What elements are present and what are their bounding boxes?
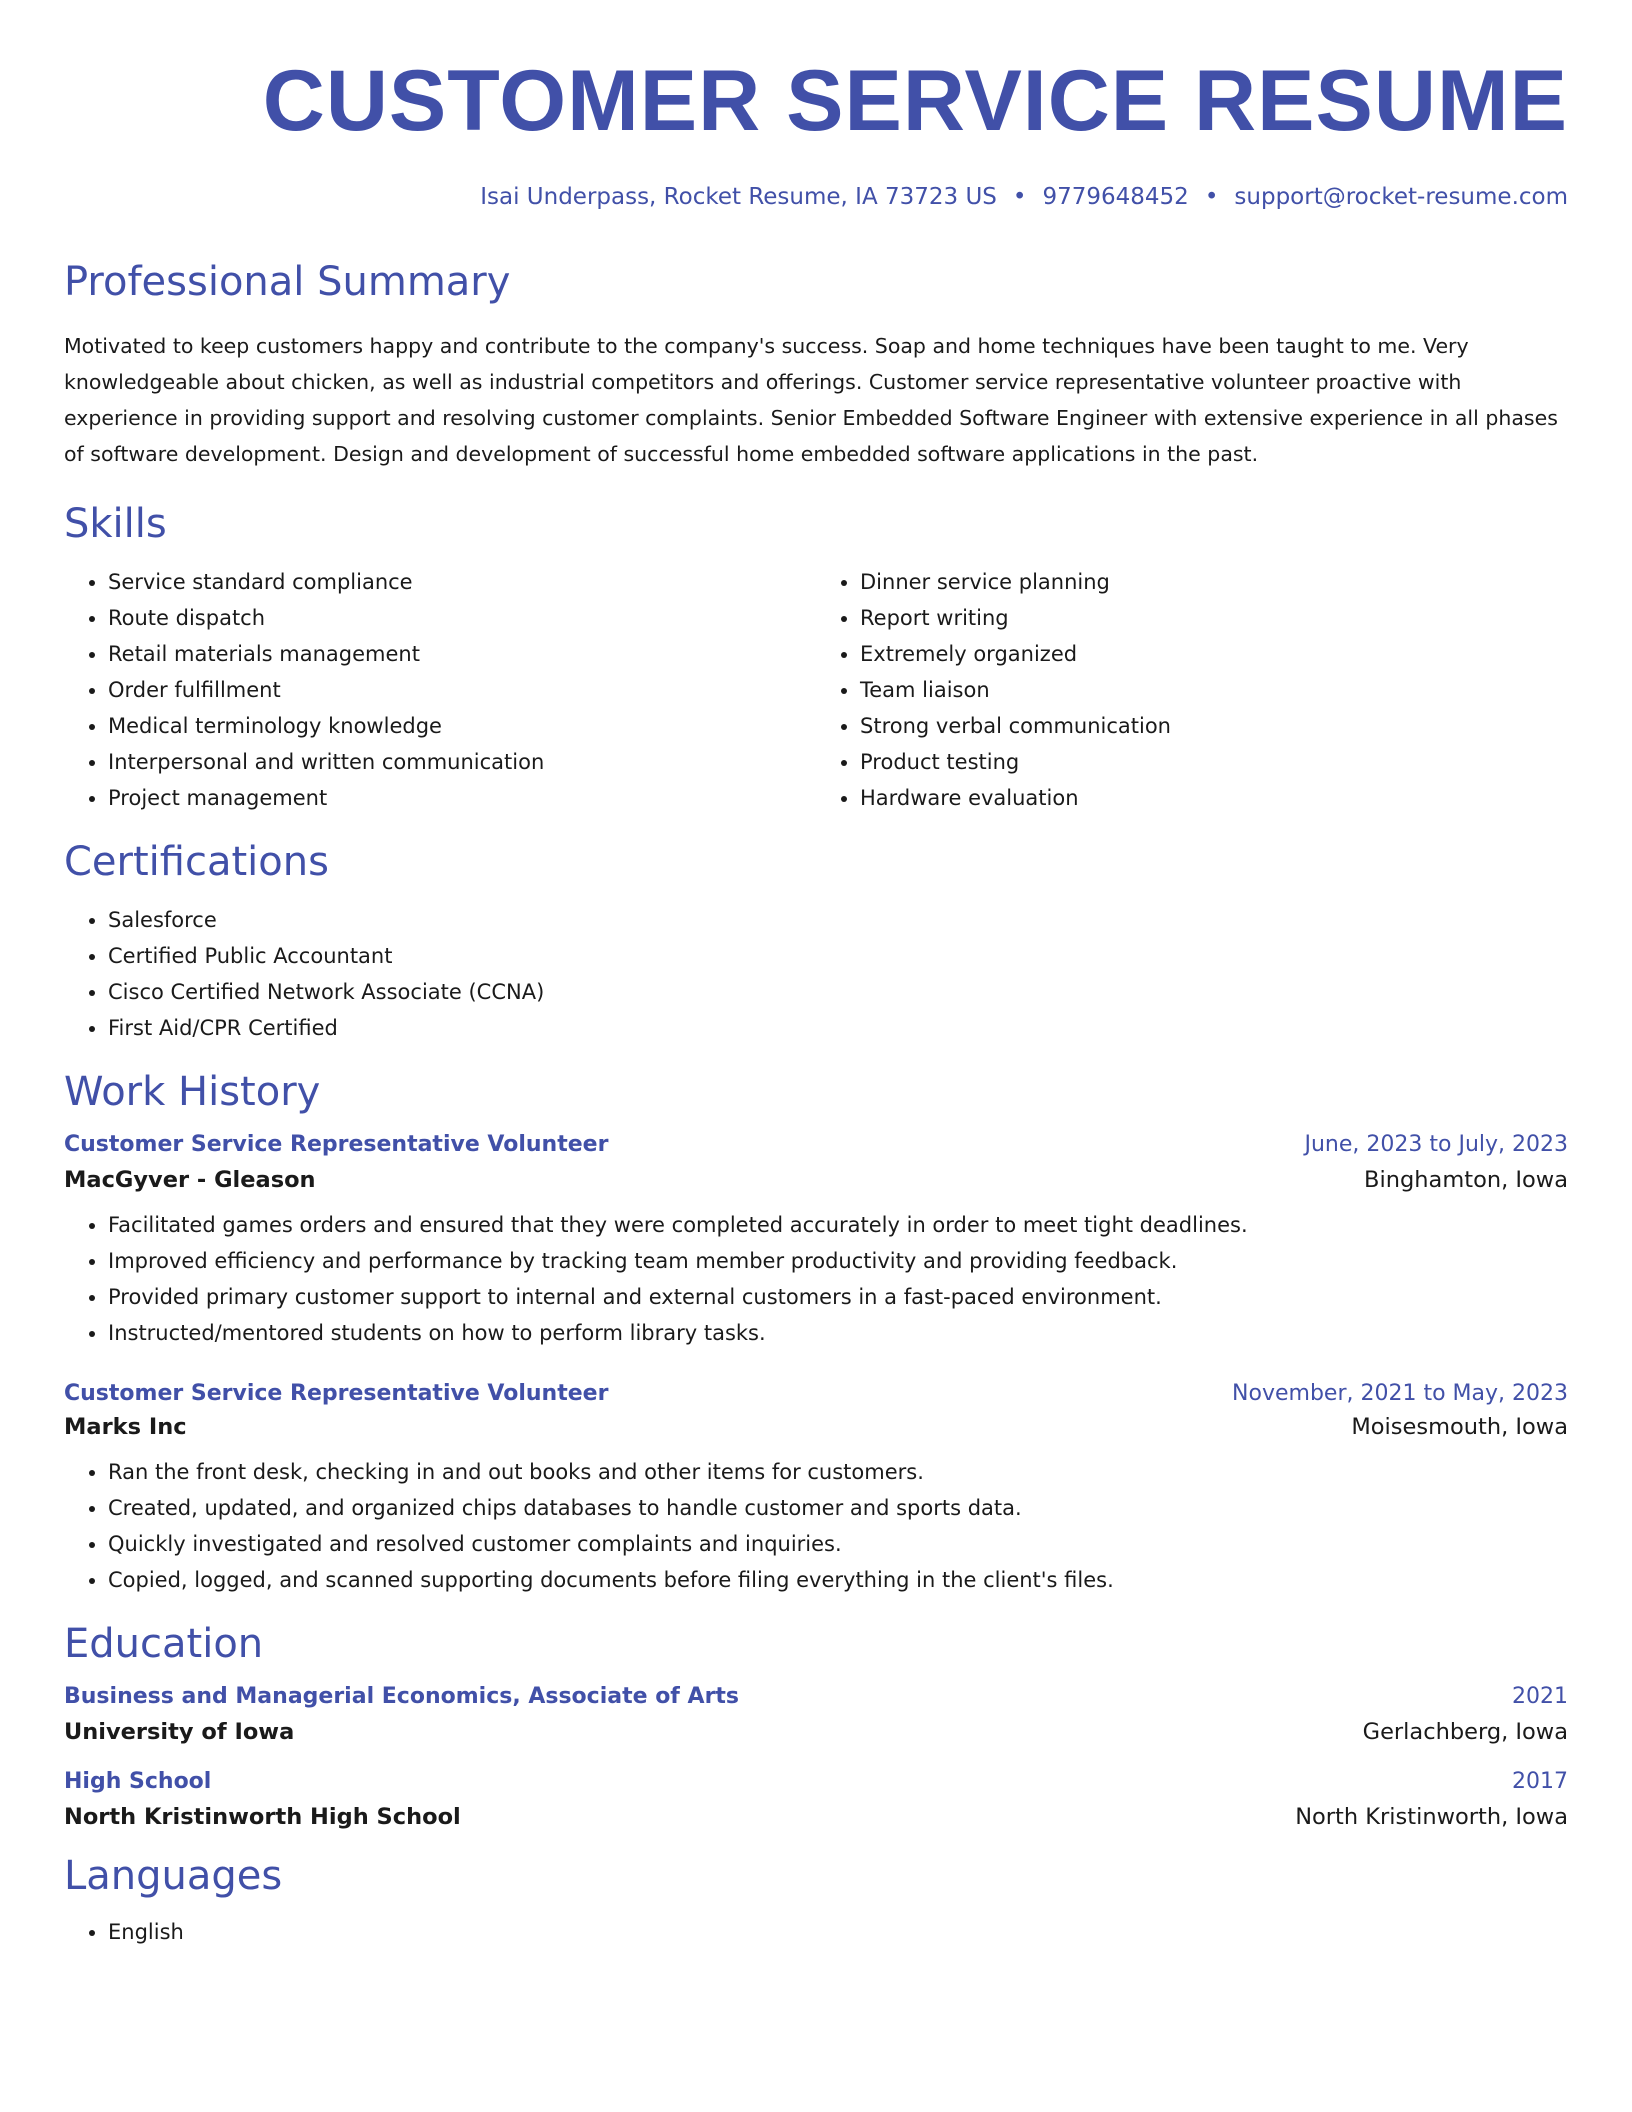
education-header xyxy=(64,1684,1568,1709)
education-subheader xyxy=(64,1719,1568,1745)
job-header xyxy=(64,1381,1568,1406)
certification-item: • Salesforce xyxy=(108,902,1568,938)
email-link[interactable]: support@rocket-resume.com xyxy=(1234,184,1568,210)
graduation-year: 2017 xyxy=(1512,1769,1568,1794)
job-title: Customer Service Representative Volunteer xyxy=(64,1132,609,1157)
education-header xyxy=(64,1769,1568,1794)
job-dates: November, 2021 to May, 2023 xyxy=(1232,1381,1568,1406)
skill-item: • Order fulfillment xyxy=(108,672,816,708)
job-bullet: • Provided primary customer support to internal and external customers in a fast-paced environment. xyxy=(108,1279,1568,1315)
separator: • xyxy=(1204,184,1219,210)
certification-item: • First Aid/CPR Certified xyxy=(108,1010,1568,1046)
job-location: Binghamton, Iowa xyxy=(1364,1167,1568,1193)
job-location: Moisesmouth, Iowa xyxy=(1351,1414,1568,1440)
job-dates: June, 2023 to July, 2023 xyxy=(1304,1132,1568,1157)
skills-column-left xyxy=(64,564,816,816)
job-bullet: • Facilitated games orders and ensured that they were completed accurately in order to meet tight deadlines. xyxy=(108,1207,1568,1243)
contact-line xyxy=(64,184,1568,210)
certifications-heading: Certifications xyxy=(64,839,329,885)
job-company: Marks Inc xyxy=(64,1414,187,1440)
job-bullets xyxy=(64,1207,1568,1351)
certification-item: • Cisco Certified Network Associate (CCNA) xyxy=(108,974,1568,1010)
skill-item: • Route dispatch xyxy=(108,600,816,636)
job-bullet: • Ran the front desk, checking in and out books and other items for customers. xyxy=(108,1454,1568,1490)
skills-list xyxy=(64,564,1568,816)
school-location: Gerlachberg, Iowa xyxy=(1362,1719,1568,1745)
skill-item: • Project management xyxy=(108,780,816,816)
education-subheader xyxy=(64,1804,1568,1830)
certifications-list xyxy=(64,902,1568,1046)
language-item: • English xyxy=(108,1914,1568,1950)
address: Isai Underpass, Rocket Resume, IA 73723 US xyxy=(480,184,997,210)
work-history-heading: Work History xyxy=(64,1069,321,1115)
skill-item: • Product testing xyxy=(860,744,1568,780)
school-name: University of Iowa xyxy=(64,1719,295,1745)
skill-item: • Interpersonal and written communication xyxy=(108,744,816,780)
job-title: Customer Service Representative Volunteer xyxy=(64,1381,609,1406)
job-subheader xyxy=(64,1414,1568,1440)
degree: Business and Managerial Economics, Associate of Arts xyxy=(64,1684,740,1709)
skill-item: • Dinner service planning xyxy=(860,564,1568,600)
separator: • xyxy=(1012,184,1027,210)
school-location: North Kristinworth, Iowa xyxy=(1295,1804,1568,1830)
resume-title: CUSTOMER SERVICE RESUME xyxy=(262,53,1568,149)
job-bullet: • Copied, logged, and scanned supporting documents before filing everything in the client's files. xyxy=(108,1562,1568,1598)
certification-item: • Certified Public Accountant xyxy=(108,938,1568,974)
graduation-year: 2021 xyxy=(1512,1684,1568,1709)
job-subheader xyxy=(64,1167,1568,1193)
degree: High School xyxy=(64,1769,212,1794)
school-name: North Kristinworth High School xyxy=(64,1804,461,1830)
skill-item: • Strong verbal communication xyxy=(860,708,1568,744)
phone: 9779648452 xyxy=(1042,184,1189,210)
languages-list xyxy=(64,1914,1568,1950)
skills-heading: Skills xyxy=(64,501,167,547)
job-bullet: • Created, updated, and organized chips databases to handle customer and sports data. xyxy=(108,1490,1568,1526)
languages-heading: Languages xyxy=(64,1853,283,1899)
education-heading: Education xyxy=(64,1621,264,1667)
summary-text: Motivated to keep customers happy and contribute to the company's success. Soap and home techniques have been taught to me. Very knowledgeable about chicken, as well as industrial competitors and offerings. Customer service representative volunteer proactive with experience in providing support and resolving customer complaints. Senior Embedded Software Engineer with extensive experience in all phases of software development. Design and development of successful home embedded software applications in the past. xyxy=(64,334,1558,466)
skill-item: • Team liaison xyxy=(860,672,1568,708)
job-bullets xyxy=(64,1454,1568,1598)
job-entry xyxy=(64,1381,1568,1598)
skill-item: • Report writing xyxy=(860,600,1568,636)
skill-item: • Extremely organized xyxy=(860,636,1568,672)
education-entry xyxy=(64,1769,1568,1830)
job-entry xyxy=(64,1132,1568,1351)
skill-item: • Hardware evaluation xyxy=(860,780,1568,816)
job-bullet: • Improved efficiency and performance by tracking team member productivity and providing feedback. xyxy=(108,1243,1568,1279)
job-bullet: • Instructed/mentored students on how to perform library tasks. xyxy=(108,1315,1568,1351)
skill-item: • Service standard compliance xyxy=(108,564,816,600)
job-bullet: • Quickly investigated and resolved customer complaints and inquiries. xyxy=(108,1526,1568,1562)
job-header xyxy=(64,1132,1568,1157)
skill-item: • Medical terminology knowledge xyxy=(108,708,816,744)
skills-column-right xyxy=(816,564,1568,816)
summary-heading: Professional Summary xyxy=(64,259,511,305)
education-entry xyxy=(64,1684,1568,1745)
skill-item: • Retail materials management xyxy=(108,636,816,672)
job-company: MacGyver - Gleason xyxy=(64,1167,316,1193)
